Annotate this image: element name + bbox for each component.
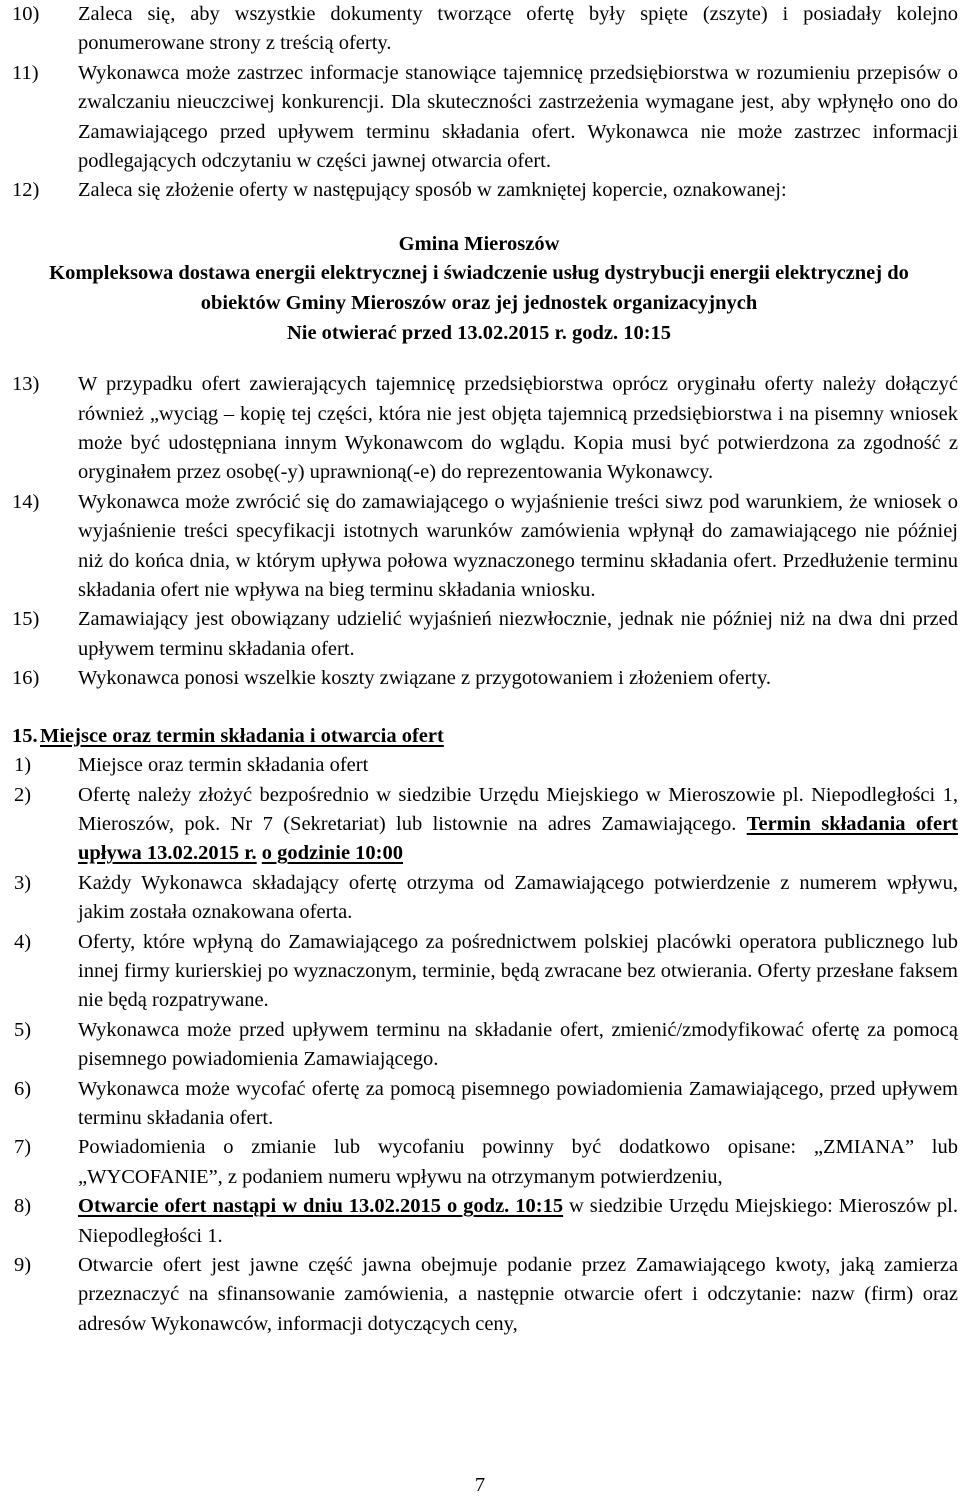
item-text: W przypadku ofert zawierających tajemnicę przedsiębiorstwa oprócz oryginału oferty należy dołączyć również „wyciąg – kopię tej części, która nie jest objęta tajemnicą przedsiębiorstwa i na pisemny wniosek może być udostępniana innym Wykonawcom do wglądu. Kopia musi być potwierdzona za zgodność z oryginałem przez osobę(-y) uprawnioną(-e) do reprezentowania Wykonawcy. bbox=[78, 373, 958, 484]
sub-item-7 bbox=[12, 1133, 958, 1192]
list-item-16 bbox=[12, 664, 958, 693]
opening-date-text: Otwarcie ofert nastąpi w dniu 13.02.2015 o godz. 10:15 bbox=[78, 1195, 564, 1218]
item-text: Zamawiający jest obowiązany udzielić wyjaśnień niezwłocznie, jednak nie później niż na dwa dni przed upływem terminu składania ofert. bbox=[78, 608, 958, 660]
list-item-13 bbox=[12, 370, 958, 488]
envelope-subject: Kompleksowa dostawa energii elektrycznej i świadczenie usług dystrybucji energii elektrycznej do obiektów Gminy Mieroszów oraz jej jednostek organizacyjnych bbox=[49, 262, 909, 315]
item-text-plain: w siedzibie Urzędu Miejskiego: Mieroszów pl. Niepodległości 1. bbox=[78, 1195, 959, 1247]
item-text: Wykonawca może przed upływem terminu na składanie ofert, zmienić/zmodyfikować ofertę za pomocą pisemnego powiadomienia Zamawiającego. bbox=[78, 1018, 958, 1071]
sub-item-3 bbox=[12, 869, 958, 928]
item-number: 11) bbox=[12, 61, 39, 84]
item-number: 5) bbox=[14, 1018, 32, 1041]
item-number: 8) bbox=[14, 1195, 32, 1218]
item-text: Zaleca się, aby wszystkie dokumenty tworzące ofertę były spięte (zszyte) i posiadały kolejno ponumerowane strony z treścią oferty. bbox=[78, 3, 958, 55]
item-text: Wykonawca może zwrócić się do zamawiającego o wyjaśnienie treści siwz pod warunkiem, że wniosek o wyjaśnienie treści specyfikacji istotnych warunków zamówienia wpłynął do zamawiającego nie później niż do końca dnia, w którym upływa połowa wyznaczonego terminu składania ofert. Przedłużenie terminu składania ofert nie wpływa na bieg terminu składania wniosku. bbox=[78, 490, 958, 602]
sub-item-4 bbox=[12, 928, 958, 1016]
item-text: Miejsce oraz termin składania ofert bbox=[78, 754, 369, 777]
item-number: 14) bbox=[12, 490, 40, 513]
item-text: Wykonawca ponosi wszelkie koszty związane z przygotowaniem i złożeniem oferty. bbox=[78, 667, 772, 690]
list-item-14 bbox=[12, 488, 958, 606]
item-text: Zaleca się złożenie oferty w następujący sposób w zamkniętej kopercie, oznakowanej: bbox=[78, 179, 787, 202]
item-number: 10) bbox=[12, 3, 40, 25]
deadline-hour: o godzinie 10:00 bbox=[261, 842, 403, 865]
sub-item-8 bbox=[12, 1192, 958, 1251]
list-item-12 bbox=[12, 176, 958, 205]
item-text: Wykonawca może zastrzec informacje stanowiące tajemnicę przedsiębiorstwa w rozumieniu przepisów o zwalczaniu nieuczciwej konkurencji. Dla skuteczności zastrzeżenia wymagane jest, aby wpłynęło ono do Zamawiającego przed upływem terminu składania ofert. Wykonawca nie może zastrzec informacji podlegających odczytaniu w części jawnej otwarcia ofert. bbox=[78, 61, 958, 173]
item-number: 6) bbox=[14, 1077, 32, 1100]
envelope-label bbox=[0, 230, 958, 348]
section-heading bbox=[12, 722, 958, 751]
sub-item-5 bbox=[12, 1016, 958, 1075]
list-item-10 bbox=[12, 0, 958, 59]
item-text-plain: Ofertę należy złożyć bezpośrednio w siedzibie Urzędu Miejskiego w Mieroszowie pl. Niepodległości 1, Mieroszów, pok. Nr 7 (Sekretariat) lub listownie na adres Zamawiającego. bbox=[78, 783, 958, 835]
item-number: 13) bbox=[12, 373, 40, 396]
item-number: 4) bbox=[14, 930, 32, 953]
item-text bbox=[78, 781, 958, 869]
item-number: 15) bbox=[12, 608, 40, 631]
item-text: Każdy Wykonawca składający ofertę otrzyma od Zamawiającego potwierdzenie z numerem wpływu, jakim została oznakowana oferta. bbox=[78, 871, 958, 924]
list-item-11 bbox=[12, 59, 958, 177]
item-text bbox=[78, 1192, 958, 1251]
section-number: 15. bbox=[12, 724, 38, 747]
item-number: 3) bbox=[14, 871, 32, 894]
item-number: 7) bbox=[14, 1136, 32, 1159]
item-number: 16) bbox=[12, 667, 40, 690]
list-item-15 bbox=[12, 605, 958, 664]
sub-item-6 bbox=[12, 1075, 958, 1134]
item-number: 12) bbox=[12, 179, 40, 202]
page-number: 7 bbox=[474, 1474, 486, 1496]
section-title: Miejsce oraz termin składania i otwarcia ofert bbox=[40, 724, 444, 747]
deadline-text: Termin składania ofert upływa 13.02.2015 r. bbox=[78, 812, 958, 865]
sub-item-9 bbox=[12, 1251, 958, 1339]
item-number: 9) bbox=[14, 1254, 32, 1276]
sub-item-1 bbox=[12, 751, 958, 780]
item-text: Otwarcie ofert jest jawne część jawna obejmuje podanie przez Zamawiającego kwoty, jaką zamierza przeznaczyć na sfinansowanie zamówienia, a następnie otwarcie ofert i odczytanie: nazw (firm) oraz adresów Wykonawców, informacji dotyczących ceny, bbox=[78, 1254, 958, 1335]
item-text: Powiadomienia o zmianie lub wycofaniu powinny być dodatkowo opisane: „ZMIANA” lub „WYCOFANIE”, z podaniem numeru wpływu na otrzymanym potwierdzeniu, bbox=[78, 1136, 958, 1188]
envelope-recipient: Gmina Mieroszów bbox=[398, 232, 560, 255]
item-text: Oferty, które wpłyną do Zamawiającego za pośrednictwem polskiej placówki operatora publicznego lub innej firmy kurierskiej po wyznaczonym, terminie, będą zwracane bez otwierania. Oferty przesłane faksem nie będą rozpatrywane. bbox=[78, 930, 958, 1012]
envelope-warning: Nie otwierać przed 13.02.2015 r. godz. 10:15 bbox=[286, 321, 672, 344]
sub-item-2 bbox=[12, 781, 958, 869]
item-text: Wykonawca może wycofać ofertę za pomocą pisemnego powiadomienia Zamawiającego, przed upływem terminu składania ofert. bbox=[78, 1077, 958, 1129]
item-number: 2) bbox=[14, 783, 32, 806]
item-number: 1) bbox=[14, 754, 32, 777]
